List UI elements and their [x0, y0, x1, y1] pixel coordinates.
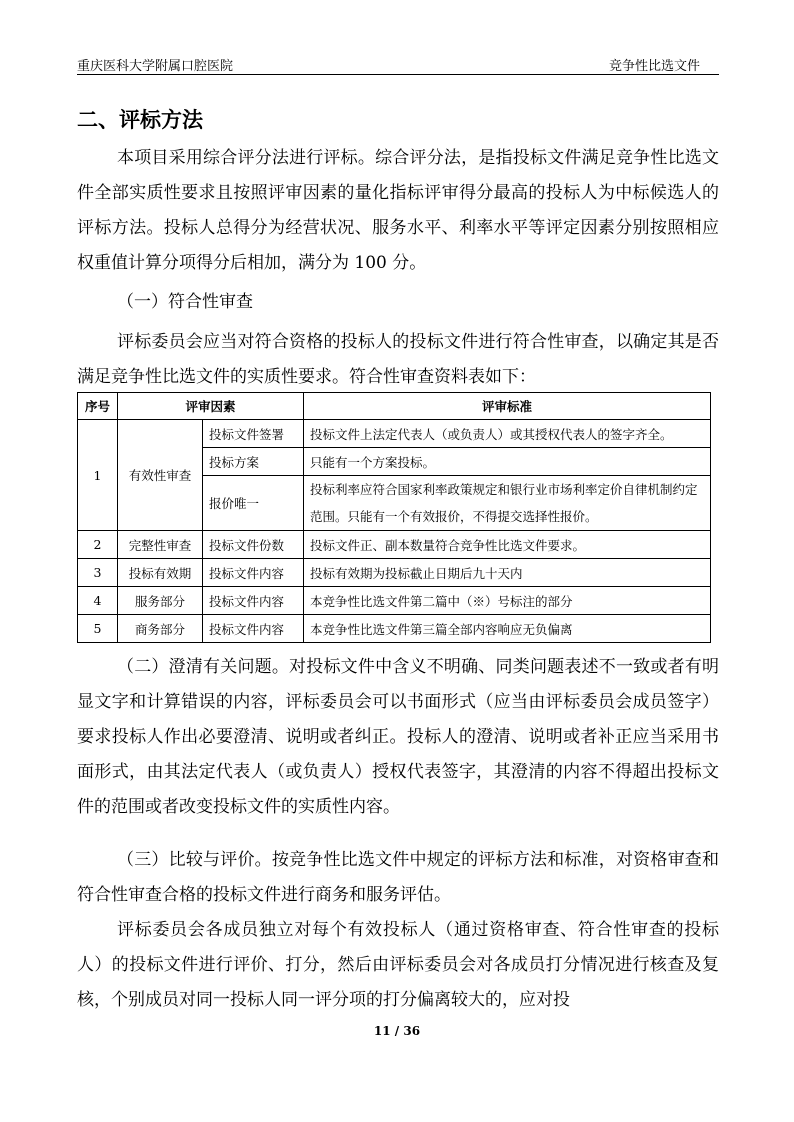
row-factor: 投标有效期	[118, 559, 203, 587]
row-subfactor: 报价唯一	[203, 476, 304, 531]
row-factor: 服务部分	[118, 587, 203, 615]
row-subfactor: 投标方案	[203, 448, 304, 476]
header-divider	[77, 74, 719, 75]
row-factor: 商务部分	[118, 615, 203, 643]
row-no: 1	[78, 420, 118, 531]
row-subfactor: 投标文件签署	[203, 420, 304, 448]
page-number: 11 / 36	[373, 1024, 421, 1038]
scoring-paragraph: 评标委员会各成员独立对每个有效投标人（通过资格审查、符合性审查的投标人）的投标文件进行评价、打分，然后由评标委员会对各成员打分情况进行核查及复核，个别成员对同一投标人同一评分项的打分偏离较大的，应对投	[77, 920, 719, 1010]
compliance-paragraph: 评标委员会应当对符合资格的投标人的投标文件进行符合性审查，以确定其是否满足竞争性比选文件的实质性要求。符合性审查资料表如下：	[77, 332, 719, 387]
header-factor: 评审因素	[118, 393, 304, 420]
table-row	[78, 559, 711, 587]
header-no: 序号	[78, 393, 118, 420]
table-row	[78, 587, 711, 615]
page-header-left: 重庆医科大学附属口腔医院	[77, 59, 234, 74]
header-standard: 评审标准	[304, 393, 711, 420]
row-no: 3	[78, 559, 118, 587]
row-standard: 投标文件正、副本数量符合竞争性比选文件要求。	[304, 531, 711, 559]
table-header-row	[78, 393, 711, 420]
section-title: 二、评标方法	[77, 107, 203, 132]
comparison-paragraph: （三）比较与评价。按竞争性比选文件中规定的评标方法和标准，对资格审查和符合性审查合格的投标文件进行商务和服务评估。	[77, 850, 719, 905]
row-standard: 只能有一个方案投标。	[304, 448, 711, 476]
row-subfactor: 投标文件内容	[203, 559, 304, 587]
clarification-paragraph: （二）澄清有关问题。对投标文件中含义不明确、同类问题表述不一致或者有明显文字和计算错误的内容，评标委员会可以书面形式（应当由评标委员会成员签字）要求投标人作出必要澄清、说明或者纠正。投标人的澄清、说明或者补正应当采用书面形式，由其法定代表人（或负责人）授权代表签字，其澄清的内容不得超出投标文件的范围或者改变投标文件的实质性内容。	[77, 657, 719, 817]
row-no: 4	[78, 587, 118, 615]
row-no: 2	[78, 531, 118, 559]
row-subfactor: 投标文件份数	[203, 531, 304, 559]
row-no: 5	[78, 615, 118, 643]
row-standard: 本竞争性比选文件第二篇中（※）号标注的部分	[304, 587, 711, 615]
row-standard: 投标有效期为投标截止日期后九十天内	[304, 559, 711, 587]
table-row	[78, 531, 711, 559]
row-standard: 本竞争性比选文件第三篇全部内容响应无负偏离	[304, 615, 711, 643]
row-factor: 有效性审查	[118, 420, 203, 531]
compliance-review-table	[77, 392, 711, 643]
row-subfactor: 投标文件内容	[203, 587, 304, 615]
table-row	[78, 420, 711, 448]
page-header-right: 竞争性比选文件	[608, 59, 700, 74]
row-standard: 投标文件上法定代表人（或负责人）或其授权代表人的签字齐全。	[304, 420, 711, 448]
row-standard: 投标利率应符合国家利率政策规定和银行业市场利率定价自律机制约定范围。只能有一个有效报价，不得提交选择性报价。	[304, 476, 711, 531]
intro-paragraph: 本项目采用综合评分法进行评标。综合评分法，是指投标文件满足竞争性比选文件全部实质性要求且按照评审因素的量化指标评审得分最高的投标人为中标候选人的评标方法。投标人总得分为经营状况、服务水平、利率水平等评定因素分别按照相应权重值计算分项得分后相加，满分为 100 分。	[77, 148, 719, 273]
table-row	[78, 615, 711, 643]
row-subfactor: 投标文件内容	[203, 615, 304, 643]
subsection-heading-compliance: （一）符合性审查	[117, 292, 253, 312]
row-factor: 完整性审查	[118, 531, 203, 559]
